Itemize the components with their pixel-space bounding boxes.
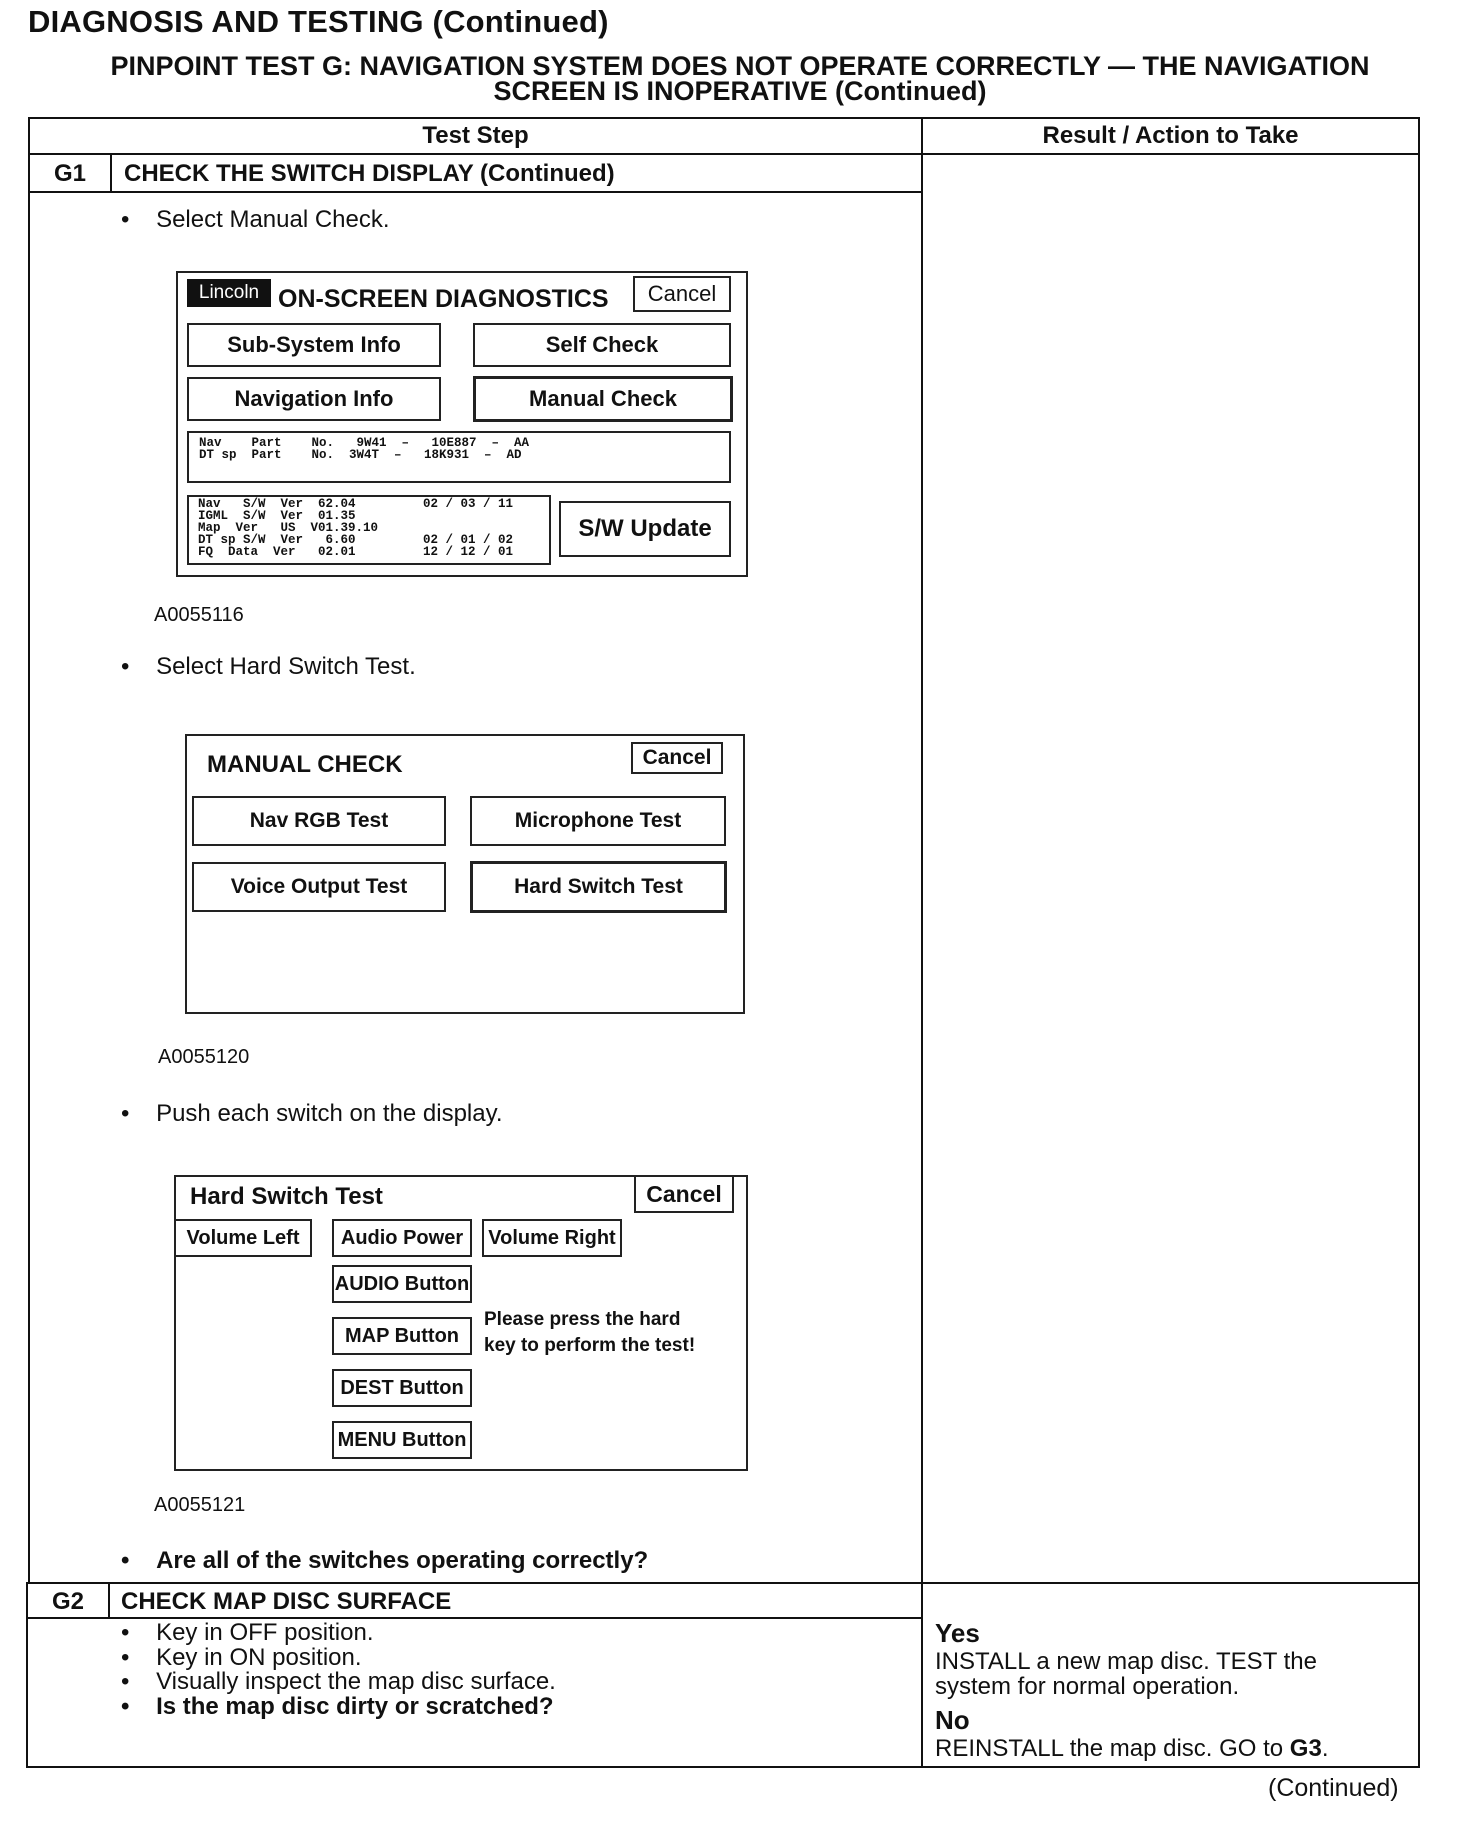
version-panel (187, 495, 551, 565)
cancel-button[interactable]: Cancel (633, 276, 731, 312)
g2-bullet-3: • Visually inspect the map disc surface. (121, 1668, 556, 1695)
diagnostics-title: ON-SCREEN DIAGNOSTICS (278, 285, 609, 313)
figure-id-3: A0055121 (154, 1494, 246, 1516)
onscreen-diagnostics-screen (176, 271, 748, 577)
go-to-g3-link[interactable]: G3 (1289, 1735, 1322, 1762)
sub-system-info-button[interactable]: Sub-System Info (187, 323, 441, 367)
voice-output-test-button[interactable]: Voice Output Test (192, 862, 446, 912)
cancel-button[interactable]: Cancel (631, 742, 723, 774)
g2-bullets (121, 1621, 556, 1719)
result-yes-action-line1: INSTALL a new map disc. TEST the (935, 1648, 1317, 1675)
pinpoint-title-line2: SCREEN IS INOPERATIVE (Continued) (493, 76, 987, 106)
step-id-g1: G1 (53, 160, 86, 187)
volume-right-button[interactable]: Volume Right (482, 1219, 622, 1257)
dtsp-sw-version: DT sp S/W Ver 6.60 02 / 01 / 02 (198, 533, 514, 547)
hard-key-instruction-line1: Please press the hard (484, 1309, 681, 1330)
g1-question: • Are all of the switches operating correctly? (121, 1547, 649, 1574)
page-heading: DIAGNOSIS AND TESTING (Continued) (28, 4, 609, 39)
manual-check-screen (185, 734, 745, 1014)
nav-sw-version: Nav S/W Ver 62.04 02 / 03 / 11 (198, 497, 514, 511)
g1-bullet-1: • Select Manual Check. (121, 206, 390, 233)
result-yes-action-line2: system for normal operation. (935, 1673, 1240, 1700)
step-id-g2: G2 (51, 1588, 84, 1615)
g2-question: • Is the map disc dirty or scratched? (121, 1692, 554, 1720)
hard-key-instruction-line2: key to perform the test! (484, 1335, 696, 1356)
volume-left-button[interactable]: Volume Left (176, 1219, 312, 1257)
result-yes-label: Yes (935, 1618, 980, 1648)
hard-switch-test-title: Hard Switch Test (190, 1183, 383, 1210)
hard-switch-test-button[interactable]: Hard Switch Test (470, 861, 727, 913)
column-header-result: Result / Action to Take (1042, 122, 1299, 149)
self-check-button[interactable]: Self Check (473, 323, 731, 367)
step-title-g2: CHECK MAP DISC SURFACE (121, 1588, 452, 1615)
column-header-test-step: Test Step (422, 122, 529, 149)
fq-data-version: FQ Data Ver 02.01 12 / 12 / 01 (198, 545, 514, 559)
hard-switch-test-screen (174, 1175, 748, 1471)
manual-check-button[interactable]: Manual Check (473, 376, 733, 422)
dest-button[interactable]: DEST Button (332, 1369, 472, 1407)
sw-update-button[interactable]: S/W Update (559, 501, 731, 557)
dtsp-part-number: DT sp Part No. 3W4T – 18K931 – AD (199, 448, 522, 462)
g1-bullet-2: • Select Hard Switch Test. (121, 653, 416, 680)
audio-power-button[interactable]: Audio Power (332, 1219, 472, 1257)
hard-key-instruction (484, 1307, 695, 1359)
g2-bullet-2: • Key in ON position. (121, 1643, 362, 1671)
menu-button[interactable]: MENU Button (332, 1421, 472, 1459)
cancel-button[interactable]: Cancel (634, 1175, 734, 1213)
pinpoint-title (40, 51, 1440, 106)
part-number-panel (187, 431, 731, 483)
map-button[interactable]: MAP Button (332, 1317, 472, 1355)
nav-part-number: Nav Part No. 9W41 – 10E887 – AA (199, 436, 530, 450)
figure-id-2: A0055120 (158, 1046, 250, 1068)
microphone-test-button[interactable]: Microphone Test (470, 796, 726, 846)
result-no-label: No (935, 1705, 970, 1735)
pinpoint-title-line1: PINPOINT TEST G: NAVIGATION SYSTEM DOES NOT OPERATE CORRECTLY — THE NAVIGATION (110, 51, 1370, 81)
map-version: Map Ver US V01.39.10 (198, 521, 379, 535)
g2-bullet-1: • Key in OFF position. (121, 1619, 374, 1646)
g1-bullet-3: • Push each switch on the display. (121, 1100, 503, 1127)
result-no-action: REINSTALL the map disc. GO to G3. (935, 1735, 1329, 1762)
g2-result (935, 1618, 1328, 1761)
lincoln-logo: Lincoln (187, 279, 271, 307)
igml-sw-version: IGML S/W Ver 01.35 (198, 509, 356, 523)
figure-id-1: A0055116 (154, 604, 244, 626)
step-title-g1: CHECK THE SWITCH DISPLAY (Continued) (124, 160, 615, 187)
nav-rgb-test-button[interactable]: Nav RGB Test (192, 796, 446, 846)
continued-footer: (Continued) (1268, 1774, 1399, 1802)
navigation-info-button[interactable]: Navigation Info (187, 377, 441, 421)
audio-button[interactable]: AUDIO Button (332, 1265, 472, 1303)
manual-check-title: MANUAL CHECK (207, 751, 403, 778)
